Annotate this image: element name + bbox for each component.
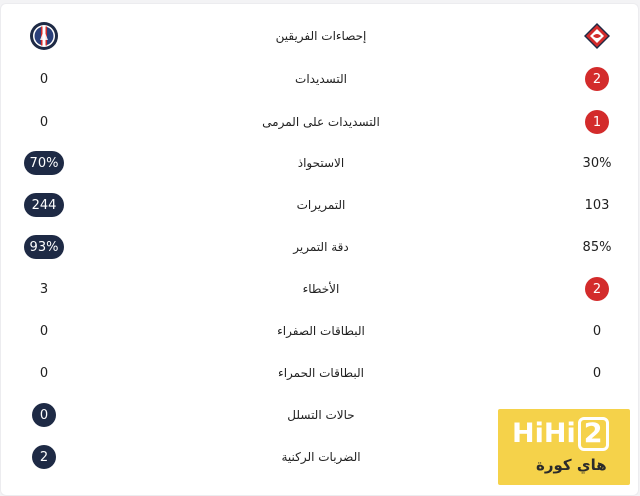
watermark-brand [512,417,609,451]
away-value-badge: 2 [32,445,56,469]
home-value: 0 [592,323,602,339]
stat-label: الاستحواذ [297,156,345,170]
stat-label: الأخطاء [302,282,340,296]
stat-row-shots-on-target [1,102,638,142]
stat-row-fouls [1,269,638,309]
watermark-arabic-text: هاي كورة [536,456,607,474]
stat-label: البطاقات الحمراء [278,366,364,380]
hihi2-watermark-logo [498,409,630,485]
stat-row-shots [1,59,638,99]
away-team-logo-cell [19,16,69,56]
stats-header-row [1,16,638,56]
home-value: 30% [582,155,612,171]
home-value-badge: 2 [585,277,609,301]
away-value-badge: 93% [24,235,64,259]
stat-row-yellow-cards [1,311,638,351]
stat-row-pass-accuracy [1,227,638,267]
stat-label: دقة التمرير [293,240,349,254]
home-value-badge: 1 [585,110,609,134]
home-value: 0 [592,365,602,381]
away-value: 0 [39,71,49,87]
stats-title: إحصاءات الفريقين [275,29,367,43]
watermark-brand-number: 2 [578,417,609,451]
home-team-logo-cell [571,16,623,56]
home-value: 85% [582,239,612,255]
stat-row-possession [1,143,638,183]
home-value-badge: 2 [585,67,609,91]
stat-row-red-cards [1,353,638,393]
away-value-badge: 70% [24,151,64,175]
away-value: 0 [39,365,49,381]
stat-label: التسديدات [295,72,347,86]
away-value-badge: 244 [24,193,64,217]
stat-label: البطاقات الصفراء [277,324,365,338]
home-value: 103 [584,197,610,213]
watermark-brand-text: HiHi [512,418,576,449]
psg-crest-icon [29,21,59,51]
lille-crest-icon [582,21,612,51]
stat-label: التسديدات على المرمى [262,115,380,129]
away-value: 3 [39,281,49,297]
away-value: 0 [39,323,49,339]
stat-label: التمريرات [296,198,346,212]
stat-label: الضربات الركنية [281,450,361,464]
stat-row-passes [1,185,638,225]
away-value-badge: 0 [32,403,56,427]
stat-label: حالات التسلل [287,408,355,422]
away-value: 0 [39,114,49,130]
